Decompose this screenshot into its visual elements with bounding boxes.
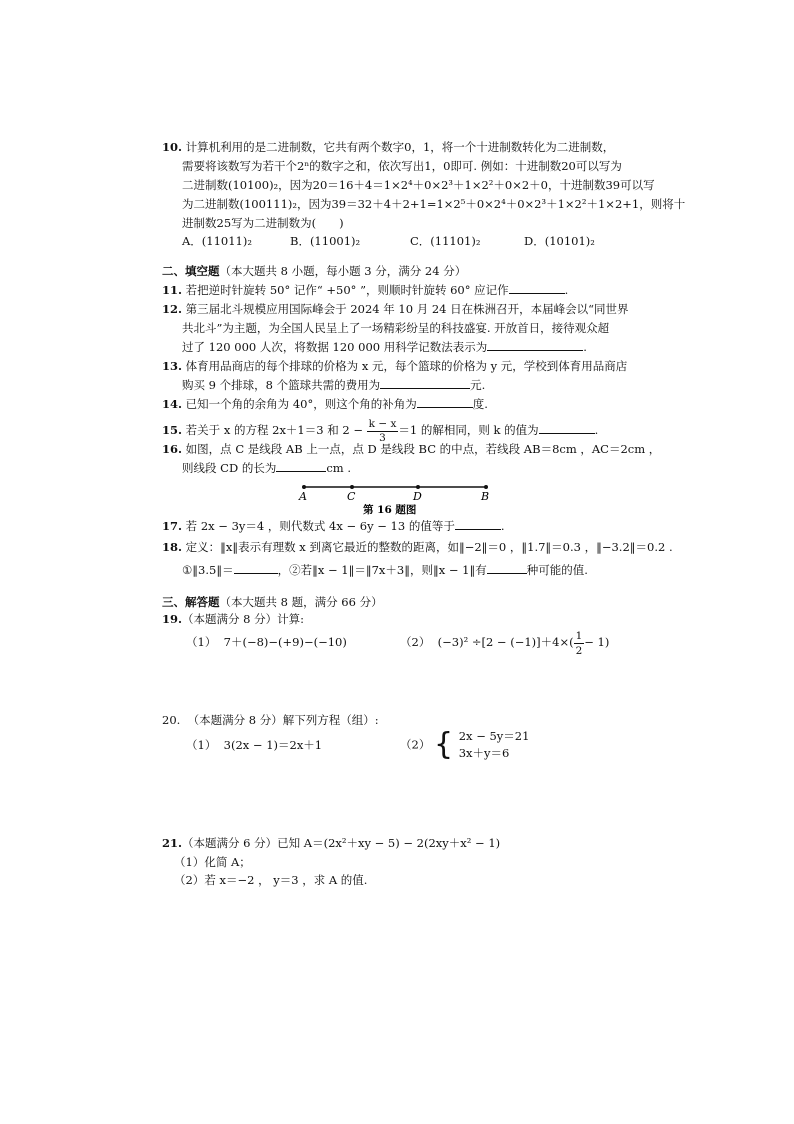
q18-answer-blank-1[interactable] — [234, 561, 278, 574]
q10-option-d: D．(10101)₂ — [524, 234, 595, 248]
q10-line2: 需要将该数写为若干个2ⁿ的数字之和，依次写出1，0即可. 例如：十进制数20可以写为 — [182, 159, 622, 173]
figure16-line-segment — [290, 478, 500, 520]
q16-line2: 则线段 CD 的长为 cm . — [182, 461, 352, 475]
q11: 11. 若把逆时针旋转 50° 记作“ +50° ”，则顺时针旋转 60° 应记作 . — [162, 283, 569, 297]
q10-option-a: A．(11011)₂ — [182, 234, 252, 248]
q12-line2: 共北斗”为主题，为全国人民呈上了一场精彩纷呈的科技盛宴. 开放首日，接待观众超 — [182, 321, 610, 335]
q16-line1: 16. 如图，点 C 是线段 AB 上一点，点 D 是线段 BC 的中点，若线段 AB＝8cm ，AC＝2cm ， — [162, 442, 661, 456]
q10-option-c: C．(11101)₂ — [410, 234, 481, 248]
q17: 17. 若 2x − 3y＝4 ，则代数式 4x − 6y − 13 的值等于 . — [162, 519, 505, 533]
point-d-label: D — [413, 490, 422, 503]
q12-answer-blank[interactable] — [487, 338, 583, 351]
q21-part2: （2）若 x＝−2 ， y＝3 ，求 A 的值. — [174, 873, 368, 887]
q13-answer-blank[interactable] — [380, 376, 470, 389]
point-c-label: C — [347, 490, 356, 503]
q21-part1: （1）化简 A； — [174, 855, 251, 869]
system-brace-icon: { — [433, 727, 454, 762]
q11-answer-blank[interactable] — [509, 281, 565, 294]
q19-fraction: $\frac{1}{2}$ — [575, 629, 583, 657]
point-a-dot — [302, 485, 306, 489]
q13-line2: 购买 9 个排球，8 个篮球共需的费用为 元. — [182, 378, 486, 392]
q20-intro: 20. （本题满分 8 分）解下列方程（组）: — [162, 713, 379, 727]
figure16-caption: 第 16 题图 — [363, 504, 417, 516]
q20-part2: （2） { 2x − 5y＝21 3x＋y＝6 — [400, 727, 530, 762]
q18-line1: 18. 定义：‖x‖表示有理数 x 到离它最近的整数的距离，如‖−2‖＝0 ，‖1.7‖＝0.3 ，‖−3.2‖＝0.2 . — [162, 540, 673, 554]
q14-answer-blank[interactable] — [417, 395, 473, 408]
q10-option-b: B．(11001)₂ — [290, 234, 361, 248]
q15-fraction: $\frac{k - x}{3}$ — [368, 417, 397, 444]
q15: 15. 若关于 x 的方程 2x＋1＝3 和 2 − $\frac{k - x}{3}$ ＝1 的解相同，则 k 的值为 . — [162, 417, 599, 444]
q10-line4: 为二进制数(100111)₂，因为39＝32＋4＋2+1=1×2⁵＋0×2⁴＋0×2³＋1×2²＋1×2+1，则将十 — [182, 197, 686, 211]
q15-answer-blank[interactable] — [539, 421, 595, 434]
q10-number: 10. — [162, 140, 183, 154]
q19-part2: （2） (−3)² ÷[2 − (−1)]＋4×( $\frac{1}{2}$ − 1) — [400, 629, 610, 657]
q16-answer-blank[interactable] — [276, 459, 326, 472]
q10-line3: 二进制数(10100)₂，因为20＝16＋4＝1×2⁴＋0×2³＋1×2²＋0×2＋0，十进制数39可以写 — [182, 178, 655, 192]
q19-part1: （1） 7＋(−8)−(+9)−(−10) — [186, 635, 347, 649]
q14: 14. 已知一个角的余角为 40°，则这个角的补角为 度. — [162, 397, 488, 411]
q10-line5: 进制数25写为二进制数为( ) — [182, 216, 344, 230]
q18-answer-blank-2[interactable] — [487, 561, 527, 574]
q12-line1: 12. 第三届北斗规模应用国际峰会于 2024 年 10 月 24 日在株洲召开，本届峰会以“同世界 — [162, 302, 629, 316]
section2-heading: 二、填空题（本大题共 8 小题，每小题 3 分，满分 24 分） — [162, 264, 467, 278]
point-a-label: A — [299, 490, 307, 503]
q21-intro: 21.（本题满分 6 分）已知 A＝(2x²＋xy − 5) − 2(2xy＋x² − 1) — [162, 836, 501, 850]
q18-line2: ①‖3.5‖＝ ，②若‖x − 1‖＝‖7x＋3‖，则‖x − 1‖有 种可能的值. — [182, 563, 588, 577]
section3-heading: 三、解答题（本大题共 8 题，满分 66 分） — [162, 595, 383, 609]
q13-line1: 13. 体育用品商店的每个排球的价格为 x 元，每个篮球的价格为 y 元，学校到体育用品商店 — [162, 359, 628, 373]
point-c-dot — [350, 485, 354, 489]
q12-line3: 过了 120 000 人次，将数据 120 000 用科学记数法表示为 . — [182, 340, 587, 354]
point-d-dot — [416, 485, 420, 489]
q20-part1: （1） 3(2x − 1)＝2x＋1 — [186, 738, 323, 752]
q17-answer-blank[interactable] — [455, 517, 501, 530]
point-b-dot — [484, 485, 488, 489]
q19-intro: 19.（本题满分 8 分）计算: — [162, 612, 305, 626]
q10-line1: 10. 计算机利用的是二进制数，它共有两个数字0，1，将一个十进制数转化为二进制数， — [162, 140, 615, 154]
equation-system: 2x − 5y＝21 3x＋y＝6 — [458, 729, 530, 760]
point-b-label: B — [481, 490, 490, 503]
